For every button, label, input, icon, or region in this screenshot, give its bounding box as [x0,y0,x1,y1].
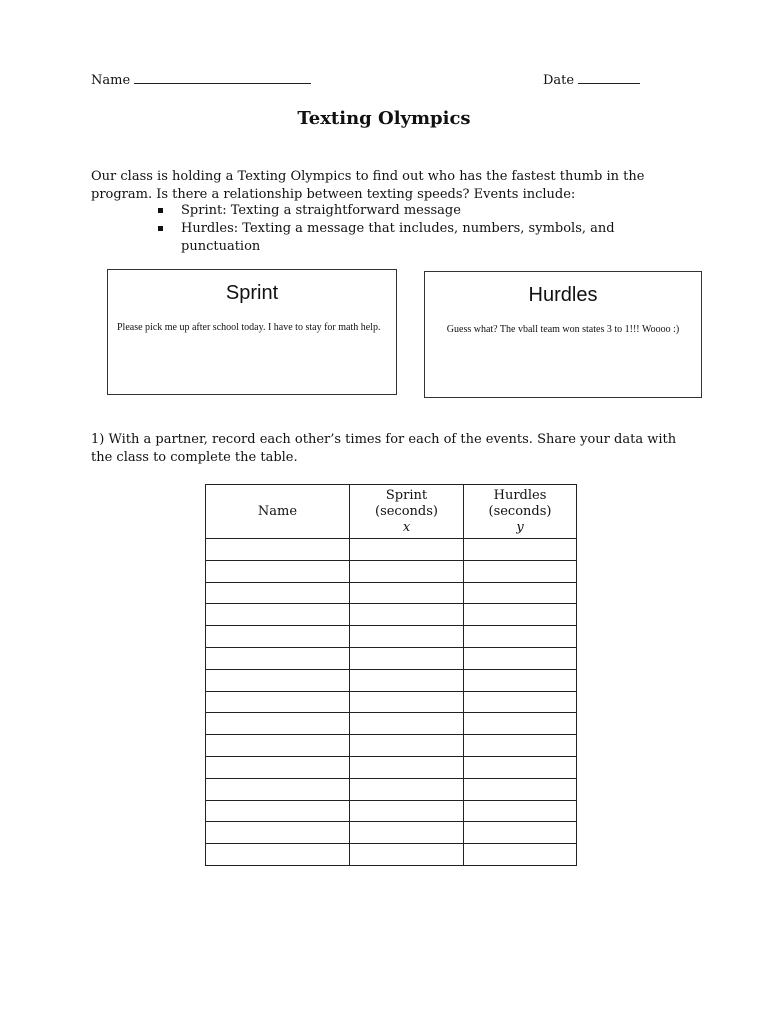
column-header-label: Name [257,503,298,519]
cell-sprint[interactable] [350,822,464,844]
table-row [206,735,577,757]
hurdles-message: Guess what? The vball team won states 3 to 1!!! Woooo :) [446,324,680,335]
table-row [206,539,577,561]
cell-sprint[interactable] [350,691,464,713]
cell-hurdles[interactable] [464,669,577,691]
cell-name[interactable] [206,713,350,735]
table-row [206,822,577,844]
question-1: 1) With a partner, record each other’s times for each of the events. Share your data with the class to complete the table. [91,432,677,465]
table-body [206,539,577,866]
page-title: Texting Olympics [297,108,471,129]
column-header-unit: (seconds) [375,503,438,519]
column-header-sprint [350,485,464,539]
list-item [157,220,617,256]
intro-paragraph: Our class is holding a Texting Olympics to find out who has the fastest thumb in the program. Is there a relationship between texting speeds? Events include: [91,169,645,202]
cell-sprint[interactable] [350,669,464,691]
cell-hurdles[interactable] [464,691,577,713]
table-row [206,582,577,604]
table-row [206,647,577,669]
list-item-text: Sprint: Texting a straightforward message [181,203,461,218]
name-label: Name [91,73,131,88]
cell-name[interactable] [206,691,350,713]
table-row [206,669,577,691]
name-blank-line[interactable] [134,83,311,84]
table-row [206,844,577,866]
cell-hurdles[interactable] [464,647,577,669]
date-field [543,73,640,88]
cell-name[interactable] [206,778,350,800]
column-header-label: Sprint [385,487,428,503]
cell-name[interactable] [206,539,350,561]
table-row [206,604,577,626]
cell-name[interactable] [206,647,350,669]
column-header-name [206,485,350,539]
cell-name[interactable] [206,626,350,648]
times-table [205,484,577,866]
cell-hurdles[interactable] [464,735,577,757]
cell-hurdles[interactable] [464,560,577,582]
cell-hurdles[interactable] [464,756,577,778]
column-header-unit: (seconds) [488,503,552,519]
hurdles-box [424,271,702,398]
list-item-text: Hurdles: Texting a message that includes, numbers, symbols, and punctuation [181,221,615,254]
cell-hurdles[interactable] [464,844,577,866]
bullet-square-icon [158,208,163,213]
sprint-box-title: Sprint [225,282,279,304]
table-header-row [206,485,577,539]
cell-name[interactable] [206,756,350,778]
column-header-label: Hurdles [493,487,547,503]
cell-name[interactable] [206,735,350,757]
bullet-square-icon [158,226,163,231]
name-field [91,73,311,88]
cell-hurdles[interactable] [464,800,577,822]
table-row [206,560,577,582]
cell-hurdles[interactable] [464,626,577,648]
cell-sprint[interactable] [350,778,464,800]
cell-hurdles[interactable] [464,539,577,561]
column-variable-x: x [402,519,411,535]
event-list [157,202,617,256]
table-row [206,691,577,713]
table-row [206,713,577,735]
cell-name[interactable] [206,669,350,691]
cell-hurdles[interactable] [464,604,577,626]
column-variable-y: y [516,519,524,535]
table-row [206,626,577,648]
date-label: Date [543,73,575,88]
cell-sprint[interactable] [350,735,464,757]
cell-hurdles[interactable] [464,713,577,735]
date-blank-line[interactable] [578,83,640,84]
sprint-message: Please pick me up after school today. I have to stay for math help. [117,322,381,333]
cell-hurdles[interactable] [464,582,577,604]
cell-hurdles[interactable] [464,822,577,844]
cell-sprint[interactable] [350,604,464,626]
cell-sprint[interactable] [350,626,464,648]
cell-sprint[interactable] [350,756,464,778]
cell-sprint[interactable] [350,539,464,561]
cell-name[interactable] [206,560,350,582]
sprint-box [107,269,397,395]
cell-sprint[interactable] [350,647,464,669]
cell-name[interactable] [206,800,350,822]
cell-hurdles[interactable] [464,778,577,800]
column-header-hurdles [464,485,577,539]
cell-name[interactable] [206,582,350,604]
hurdles-box-title: Hurdles [528,284,598,306]
list-item [157,202,617,220]
cell-name[interactable] [206,604,350,626]
table-row [206,800,577,822]
cell-name[interactable] [206,822,350,844]
cell-name[interactable] [206,844,350,866]
cell-sprint[interactable] [350,713,464,735]
cell-sprint[interactable] [350,844,464,866]
table-row [206,778,577,800]
cell-sprint[interactable] [350,582,464,604]
cell-sprint[interactable] [350,800,464,822]
table-row [206,756,577,778]
cell-sprint[interactable] [350,560,464,582]
